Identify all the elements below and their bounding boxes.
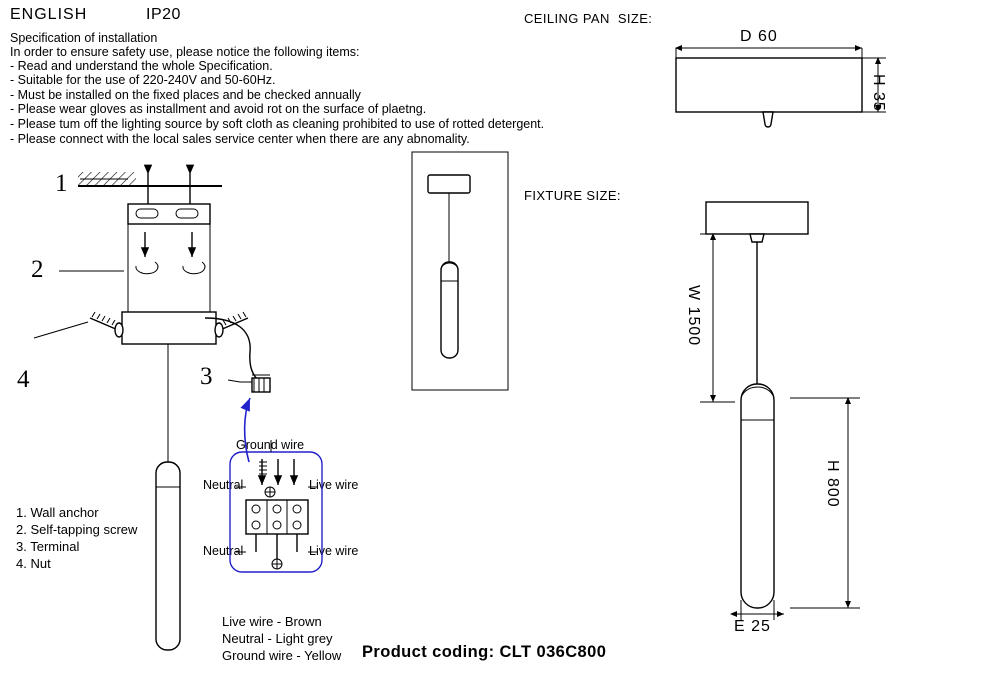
callout-number-4: 4: [17, 366, 30, 393]
parts-list-item: 1. Wall anchor: [16, 505, 99, 520]
color-key-item: Ground wire - Yellow: [222, 648, 342, 663]
live-wire-label-bottom: Live wire: [309, 544, 359, 558]
specification-item: - Read and understand the whole Specification.: [10, 59, 273, 73]
ceiling-pan-section-label: CEILING PAN SIZE:: [524, 11, 653, 26]
color-key-item: Neutral - Light grey: [222, 631, 333, 646]
nut-left: [34, 312, 123, 338]
specification-title: Specification of installation: [10, 31, 158, 45]
live-wire-label-top: Live wire: [309, 478, 359, 492]
specification-item: - Please tum off the lighting source by soft cloth as cleaning prohibited to use of rotted detergent.: [10, 117, 545, 131]
dimension-ceiling-pan-height: H 35: [870, 74, 887, 112]
dimension-ceiling-pan-diameter: D 60: [740, 28, 778, 45]
product-coding-label: Product coding: CLT 036C800: [362, 643, 607, 661]
callout-number-2: 2: [31, 256, 44, 283]
fixture-elevation-box: [412, 152, 508, 390]
fixture-dimension-drawing: [700, 202, 860, 620]
neutral-label-bottom: Neutral: [203, 544, 244, 558]
parts-list-item: 4. Nut: [16, 556, 51, 571]
dimension-body-height: H 800: [824, 460, 841, 508]
ground-wire-label: Ground wire: [236, 438, 305, 452]
nut-right: [215, 312, 248, 337]
installation-diagram-group: [34, 172, 270, 650]
specification-item: - Please connect with the local sales service center when there are any abnomality.: [10, 132, 470, 146]
wiring-detail-group: [230, 440, 322, 572]
parts-list-item: 2. Self-tapping screw: [16, 522, 138, 537]
specification-item: - Must be installed on the fixed places and be checked annually: [10, 88, 361, 102]
specification-intro: In order to ensure safety use, please notice the following items:: [10, 45, 360, 59]
color-key-item: Live wire - Brown: [222, 614, 322, 629]
parts-list-item: 3. Terminal: [16, 539, 80, 554]
ip-rating-label: IP20: [146, 6, 181, 23]
specification-item: - Please wear gloves as installment and avoid rot on the surface of plaetng.: [10, 102, 427, 116]
dimension-body-diameter: E 25: [734, 618, 771, 635]
ceiling-pan-drawing: [676, 48, 886, 127]
dimension-wire-length: W 1500: [685, 285, 702, 347]
language-label: ENGLISH: [10, 6, 88, 23]
neutral-label-top: Neutral: [203, 478, 244, 492]
callout-number-1: 1: [55, 170, 68, 197]
terminal-block: [228, 375, 270, 392]
callout-number-3: 3: [200, 363, 213, 390]
specification-item: - Suitable for the use of 220-240V and 50-60Hz.: [10, 73, 276, 87]
fixture-size-section-label: FIXTURE SIZE:: [524, 188, 621, 203]
